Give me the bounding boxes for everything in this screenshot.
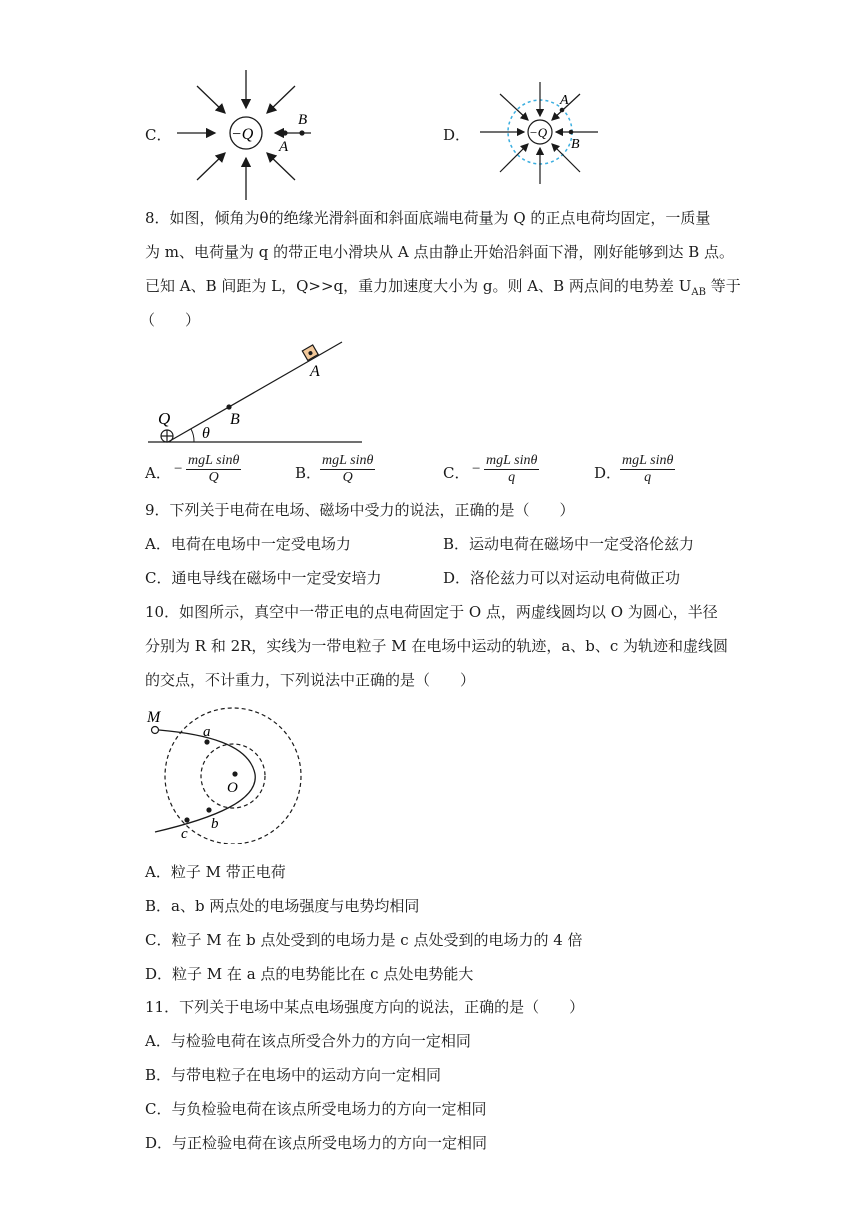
- q8-stem-tail: 等于: [710, 277, 741, 295]
- q11-option-b: B．与带电粒子在电场中的运动方向一定相同: [145, 1066, 442, 1084]
- q10-label-o: O: [227, 780, 238, 796]
- q11-stem: 11．下列关于电场中某点电场强度方向的说法，正确的是（ ）: [145, 998, 585, 1016]
- q11-option-d: D．与正检验电荷在该点所受电场力的方向一定相同: [145, 1134, 488, 1152]
- q8-label-b: B: [230, 411, 240, 428]
- q8-label-theta: θ: [202, 425, 210, 442]
- q10-stem-line-3: 的交点，不计重力，下列说法中正确的是（ ）: [145, 671, 476, 689]
- q7c-label-b: B: [298, 112, 308, 128]
- q7c-label-a: A: [279, 139, 289, 155]
- q10-option-b: B．a、b 两点处的电场强度与电势均相同: [145, 897, 420, 915]
- q10-label-m: M: [147, 709, 161, 726]
- q10-option-a: A．粒子 M 带正电荷: [145, 863, 286, 881]
- q8-option-d-fraction: mgL sinθ q: [622, 453, 674, 485]
- q9-option-c: C．通电导线在磁场中一定受安培力: [145, 569, 382, 587]
- q10-label-b: b: [211, 816, 219, 832]
- q10-label-c: c: [181, 826, 188, 842]
- q9-stem: 9．下列关于电荷在电场、磁场中受力的说法，正确的是（ ）: [145, 501, 575, 519]
- q9-option-b: B．运动电荷在磁场中一定受洛伦兹力: [443, 535, 695, 553]
- q8-incline-figure: [148, 338, 368, 448]
- q7d-charge: −Q: [529, 125, 548, 140]
- q7d-label-a: A: [560, 93, 569, 108]
- q8-label-q: Q: [158, 409, 171, 428]
- q8-answer-blank: （ ）: [140, 311, 201, 329]
- q7-option-d-label: D．: [443, 126, 471, 144]
- q7c-charge: −Q: [231, 126, 254, 143]
- q10-stem-line-1: 10．如图所示，真空中一带正电的点电荷固定于 O 点，两虚线圆均以 O 为圆心，半径: [145, 603, 718, 621]
- q8-option-c-fraction: − mgL sinθ q: [472, 453, 538, 485]
- q8-option-a-fraction: − mgL sinθ Q: [174, 453, 240, 485]
- q10-field-figure: [145, 704, 305, 844]
- q11-option-a: A．与检验电荷在该点所受合外力的方向一定相同: [145, 1032, 471, 1050]
- q10-stem-line-2: 分别为 R 和 2R，实线为一带电粒子 M 在电场中运动的轨迹，a、b、c 为轨迹和虚线圆: [145, 637, 729, 655]
- q7-figure-d: [480, 82, 600, 186]
- q10-option-d: D．粒子 M 在 a 点的电势能比在 c 点处电势能大: [145, 965, 474, 983]
- q8-option-b-label: B．: [295, 464, 322, 482]
- q8-option-b-fraction: mgL sinθ Q: [322, 453, 374, 485]
- q11-option-c: C．与负检验电荷在该点所受电场力的方向一定相同: [145, 1100, 487, 1118]
- q10-option-c: C．粒子 M 在 b 点处受到的电场力是 c 点处受到的电场力的 4 倍: [145, 931, 583, 949]
- q8-stem-line-3: 已知 A、B 间距为 L，Q>>q，重力加速度大小为 g。则 A、B 两点间的电势差 $U_{AB}$ 等于: [145, 277, 741, 298]
- q7-figure-c: [175, 68, 325, 202]
- q8-uab-subscript: AB: [691, 287, 706, 298]
- q8-option-a-label: A．: [145, 464, 171, 482]
- q9-option-d: D．洛伦兹力可以对运动电荷做正功: [443, 569, 681, 587]
- q7d-label-b: B: [571, 137, 580, 152]
- q10-label-a: a: [203, 724, 211, 740]
- q8-option-d-label: D．: [594, 464, 622, 482]
- q9-option-a: A．电荷在电场中一定受电场力: [145, 535, 351, 553]
- q8-label-a: A: [310, 363, 320, 380]
- q7-option-c-label: C．: [145, 126, 172, 144]
- q8-stem-line-1: 8．如图，倾角为θ的绝缘光滑斜面和斜面底端电荷量为 Q 的正点电荷均固定，一质量: [145, 209, 711, 227]
- q8-option-c-label: C．: [443, 464, 470, 482]
- q8-stem-line-2: 为 m、电荷量为 q 的带正电小滑块从 A 点由静止开始沿斜面下滑，刚好能够到达 B 点。: [145, 243, 735, 261]
